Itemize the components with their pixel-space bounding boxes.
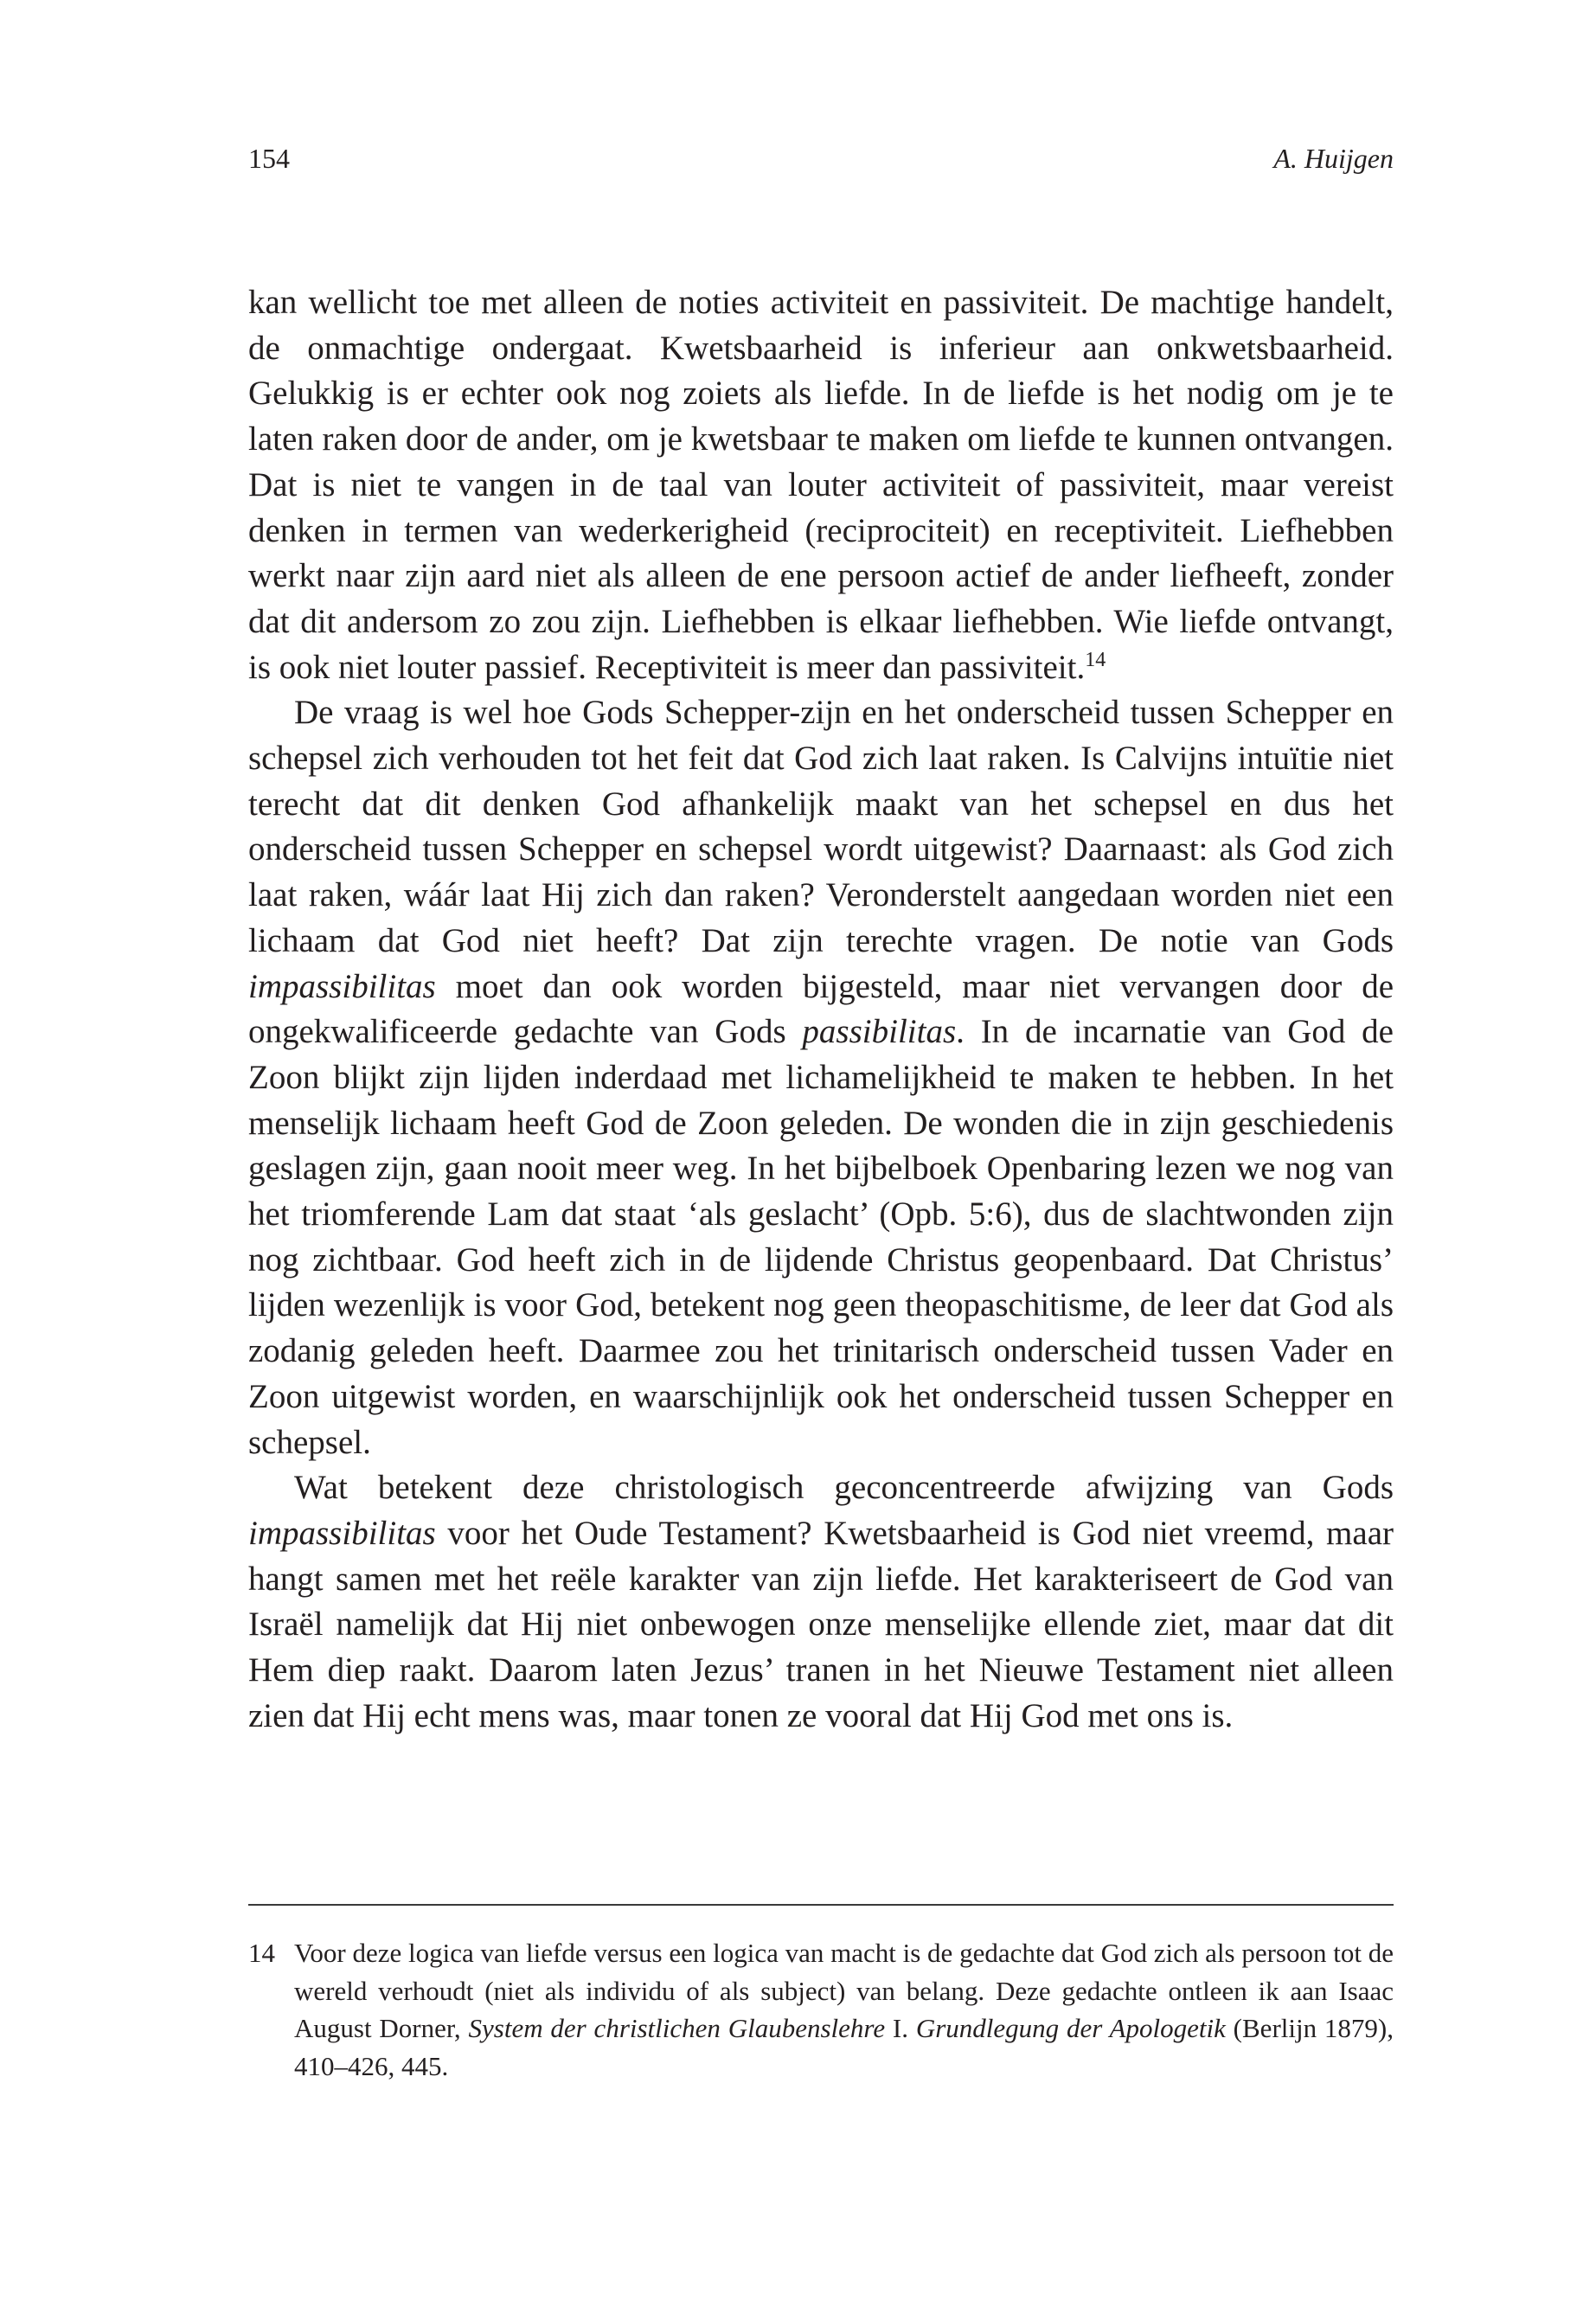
text-run: (Berlijn 1879), 410–426, 445. bbox=[294, 2013, 1394, 2081]
text-run: De vraag is wel hoe Gods Schepper-zijn en het onderscheid tussen Schepper en schepsel zich verhouden tot het feit dat God zich laat raken. Is Calvijns intuïtie niet terecht dat dit denken God afhankelijk maakt van het schepsel en dus het onderscheid tussen Schepper en schepsel wordt uitgewist? Daarnaast: als God zich laat raken, wáár laat Hij zich dan raken? Veronderstelt aangedaan worden niet een lichaam dat God niet heeft? Dat zijn terechte vragen. De notie van Gods bbox=[248, 694, 1394, 959]
footnote-reference: 14 bbox=[1085, 648, 1106, 671]
text-run: kan wellicht toe met alleen de noties activiteit en passiviteit. De machtige handelt, de onmachtige ondergaat. Kwetsbaarheid is inferieur aan onkwetsbaarheid. Gelukkig is er echter ook nog zoiets als liefde. In de liefde is het nodig om je te laten raken door de ander, om je kwetsbaar te maken om liefde te kunnen ontvangen. Dat is niet te vangen in de taal van louter activiteit of passiviteit, maar vereist denken in termen van wederkerigheid (reciprociteit) en receptiviteit. Liefhebben werkt naar zijn aard niet als alleen de ene persoon actief de ander liefheeft, zonder dat dit andersom zo zou zijn. Liefhebben is elkaar liefhebben. Wie liefde ontvangt, is ook niet louter passief. Receptiviteit is meer dan passiviteit. bbox=[248, 284, 1394, 686]
footnote-number: 14 bbox=[248, 1938, 275, 1968]
text-run: Wat betekent deze christologisch geconcentreerde afwijzing van Gods bbox=[294, 1469, 1394, 1507]
footnote bbox=[248, 1934, 1394, 2085]
body-text bbox=[248, 280, 1394, 1740]
footnote-divider bbox=[248, 1904, 1394, 1906]
footnote-text bbox=[294, 1934, 1394, 2085]
running-head bbox=[248, 138, 1394, 178]
text-run: . In de incarnatie van God de Zoon blijkt zijn lijden inderdaad met lichamelijkheid te maken te hebben. In het menselijk lichaam heeft God de Zoon geleden. De wonden die in zijn geschiedenis geslagen zijn, gaan nooit meer weg. In het bijbelboek Openbaring lezen we nog van het triomferende Lam dat staat ‘als geslacht’ (Opb. 5:6), dus de slachtwonden zijn nog zichtbaar. God heeft zich in de lijdende Christus geopenbaard. Dat Christus’ lijden wezenlijk is voor God, betekent nog geen theopaschitisme, de leer dat God als zodanig geleden heeft. Daarmee zou het trinitarisch onderscheid tussen Vader en Zoon uitgewist worden, en waarschijnlijk ook het onderscheid tussen Schepper en schepsel. bbox=[248, 1013, 1394, 1461]
paragraph bbox=[248, 280, 1394, 690]
text-run: moet dan ook worden bijgesteld, maar niet vervangen door de ongekwalificeerde gedachte van Gods bbox=[248, 967, 1394, 1051]
book-title: System der christlichen Glaubenslehre bbox=[468, 2013, 886, 2043]
page-number: 154 bbox=[248, 143, 290, 174]
text-run: voor het Oude Testament? Kwetsbaarheid is God niet vreemd, maar hangt samen met het reële karakter van zijn liefde. Het karakteriseert de God van Israël namelijk dat Hij niet onbewogen onze menselijke ellende ziet, maar dat dit Hem diep raakt. Daarom laten Jezus’ tranen in het Nieuwe Testament niet alleen zien dat Hij echt mens was, maar tonen ze vooral dat Hij God met ons is. bbox=[248, 1514, 1394, 1734]
text-run: Voor deze logica van liefde versus een logica van macht is de gedachte dat God zich als persoon tot de wereld verhoudt (niet als individu of als subject) van belang. Deze gedachte ontleen ik aan Isaac August Dorner, bbox=[294, 1938, 1394, 2043]
italic-term: impassibilitas bbox=[248, 1514, 436, 1552]
italic-term: passibilitas bbox=[802, 1013, 957, 1051]
italic-term: impassibilitas bbox=[248, 967, 436, 1005]
text-run: I. bbox=[885, 2013, 916, 2043]
paragraph bbox=[248, 690, 1394, 1465]
book-subtitle: Grundlegung der Apologetik bbox=[915, 2013, 1226, 2043]
paragraph bbox=[248, 1465, 1394, 1739]
running-head-author: A. Huijgen bbox=[1273, 143, 1394, 174]
